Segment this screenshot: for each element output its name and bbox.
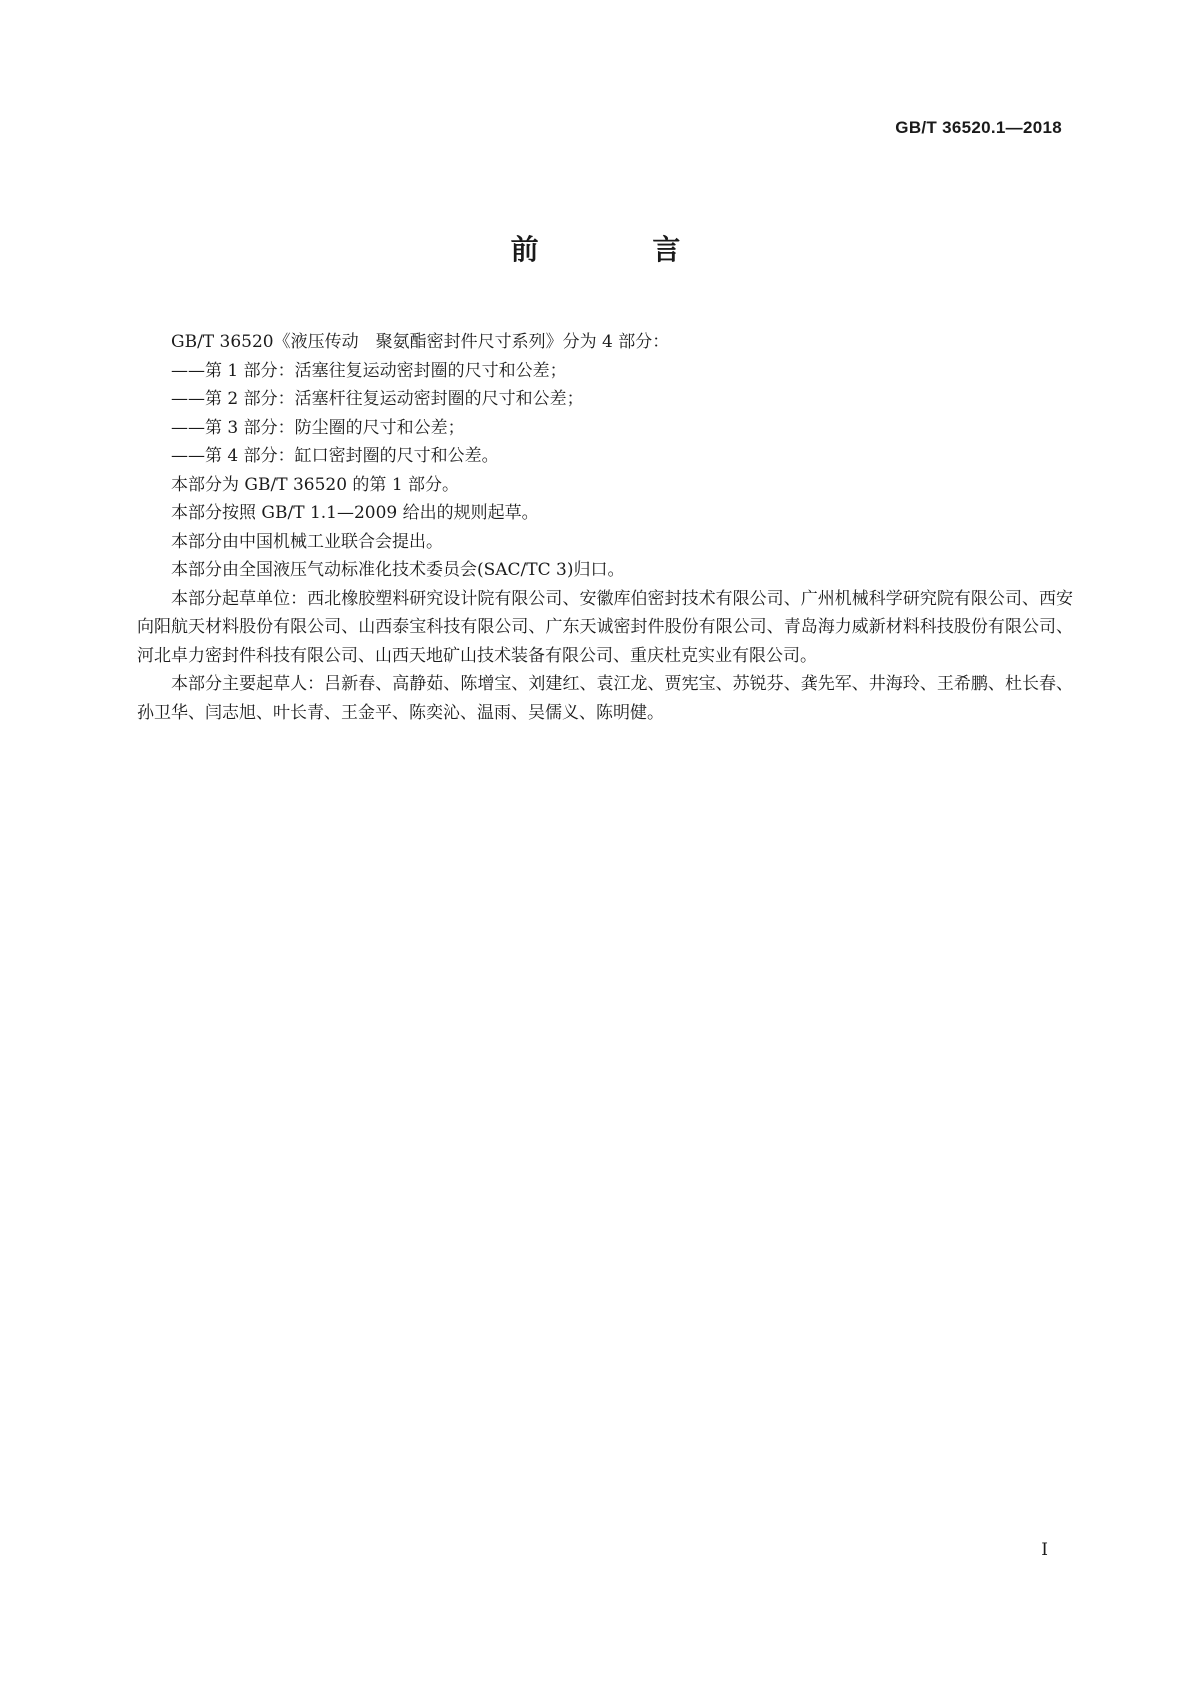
part-list-item-4: ——第 4 部分：缸口密封圈的尺寸和公差。 bbox=[171, 446, 499, 466]
part-list-item-3: ——第 3 部分：防尘圈的尺寸和公差； bbox=[171, 417, 465, 438]
page-number: I bbox=[1041, 1540, 1048, 1560]
part-list-item-2: ——第 2 部分：活塞杆往复运动密封圈的尺寸和公差； bbox=[171, 389, 584, 409]
intro-paragraph: GB/T 36520《液压传动 聚氨酯密封件尺寸系列》分为 4 部分： bbox=[171, 332, 670, 352]
standard-code: GB/T 36520.1—2018 bbox=[895, 118, 1062, 137]
centralized-paragraph: 本部分由全国液压气动标准化技术委员会(SAC/TC 3)归口。 bbox=[171, 560, 625, 580]
foreword-body bbox=[137, 328, 1073, 727]
rules-paragraph: 本部分按照 GB/T 1.1—2009 给出的规则起草。 bbox=[171, 503, 539, 523]
page-title: 前 言 bbox=[510, 233, 733, 266]
drafters-paragraph: 本部分主要起草人：吕新春、高静茹、陈增宝、刘建红、袁江龙、贾宪宝、苏锐芬、龚先军、井海玲、王希鹏、杜长春、孙卫华、闫志旭、叶长青、王金平、陈奕沁、温雨、吴儒义、陈明健。 bbox=[137, 674, 1073, 723]
this-part-paragraph: 本部分为 GB/T 36520 的第 1 部分。 bbox=[171, 474, 460, 495]
drafting-units-paragraph: 本部分起草单位：西北橡胶塑料研究设计院有限公司、安徽库伯密封技术有限公司、广州机械科学研究院有限公司、西安向阳航天材料股份有限公司、山西泰宝科技有限公司、广东天诚密封件股份有限公司、青岛海力威新材料科技股份有限公司、河北卓力密封件科技有限公司、山西天地矿山技术装备有限公司、重庆杜克实业有限公司。 bbox=[137, 588, 1073, 666]
part-list-item-1: ——第 1 部分：活塞往复运动密封圈的尺寸和公差； bbox=[171, 360, 567, 381]
proposed-paragraph: 本部分由中国机械工业联合会提出。 bbox=[171, 531, 443, 552]
